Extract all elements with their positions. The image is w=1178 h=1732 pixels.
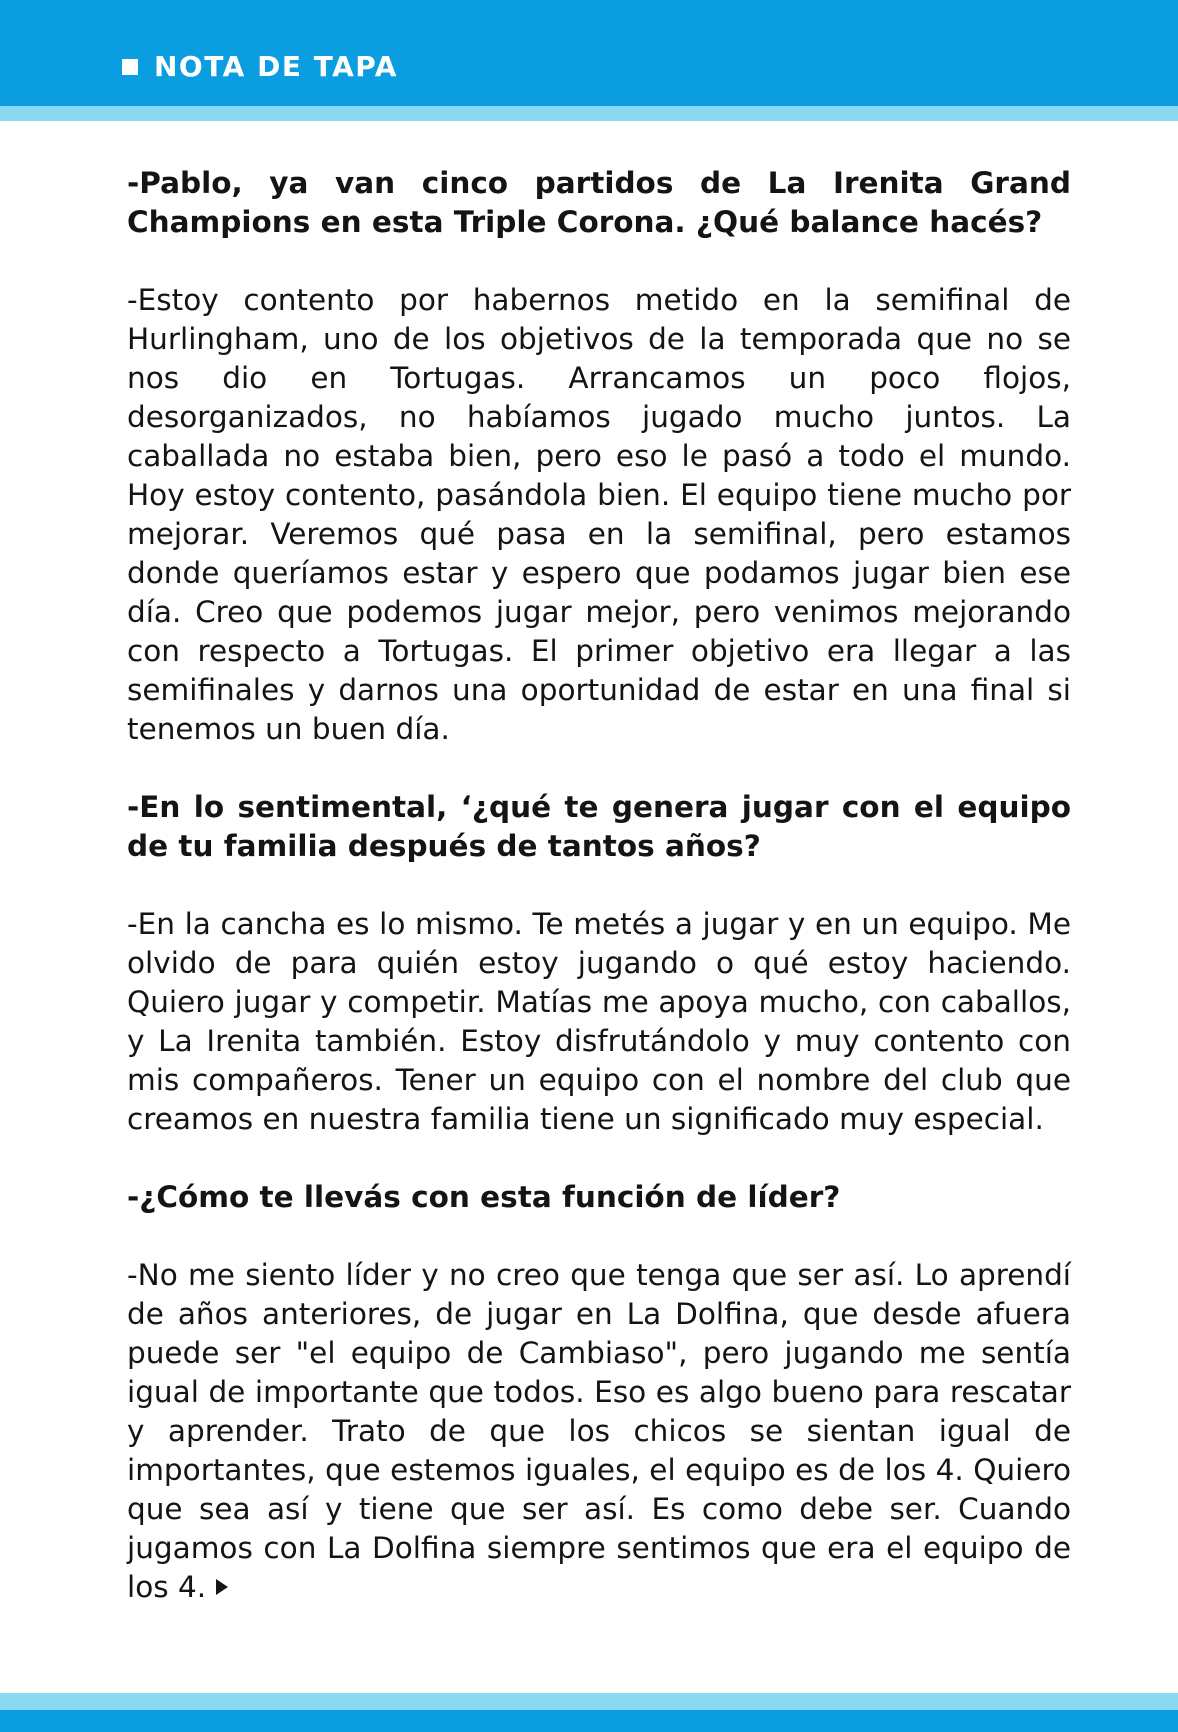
question-1: -Pablo, ya van cinco partidos de La Irenita Grand Champions en esta Triple Corona. ¿Qué balance hacés? bbox=[127, 166, 1071, 239]
play-triangle-icon bbox=[216, 1579, 228, 1595]
question-2: -En lo sentimental, ‘¿qué te genera jugar con el equipo de tu familia después de tantos años? bbox=[127, 790, 1071, 863]
square-bullet-icon bbox=[122, 59, 138, 75]
question-3: -¿Cómo te llevás con esta función de líder? bbox=[127, 1180, 841, 1214]
section-label bbox=[122, 50, 398, 83]
footer-stripe bbox=[0, 1693, 1178, 1710]
header-stripe bbox=[0, 106, 1178, 121]
article-body bbox=[127, 164, 1071, 1646]
answer-3 bbox=[127, 1256, 1071, 1607]
answer-1: -Estoy contento por habernos metido en la semifinal de Hurlingham, uno de los objetivos de la temporada que no se nos dio en Tortugas. Arrancamos un poco flojos, desorganizados, no habíamos jugado mucho juntos. La caballada no estaba bien, pero eso le pasó a todo el mundo. Hoy estoy contento, pasándola bien. El equipo tiene mucho por mejorar. Veremos qué pasa en la semifinal, pero estamos donde queríamos estar y espero que podamos jugar bien ese día. Creo que podemos jugar mejor, pero venimos mejorando con respecto a Tortugas. El primer objetivo era llegar a las semifinales y darnos una oportunidad de estar en una final si tenemos un buen día. bbox=[127, 283, 1071, 746]
answer-3-text: -No me siento líder y no creo que tenga que ser así. Lo aprendí de años anteriores, de jugar en La Dolfina, que desde afuera puede ser "el equipo de Cambiaso", pero jugando me sentía igual de importante que todos. Eso es algo bueno para rescatar y aprender. Trato de que los chicos se sientan igual de importantes, que estemos iguales, el equipo es de los 4. Quiero que sea así y tiene que ser así. Es como debe ser. Cuando jugamos con La Dolfina siempre sentimos que era el equipo de los 4. bbox=[127, 1258, 1071, 1604]
section-title: NOTA DE TAPA bbox=[154, 50, 398, 83]
answer-2: -En la cancha es lo mismo. Te metés a jugar y en un equipo. Me olvido de para quién estoy jugando o qué estoy haciendo. Quiero jugar y competir. Matías me apoya mucho, con caballos, y La Irenita también. Estoy disfrutándolo y muy contento con mis compañeros. Tener un equipo con el nombre del club que creamos en nuestra familia tiene un significado muy especial. bbox=[127, 907, 1071, 1136]
footer-bar bbox=[0, 1710, 1178, 1732]
